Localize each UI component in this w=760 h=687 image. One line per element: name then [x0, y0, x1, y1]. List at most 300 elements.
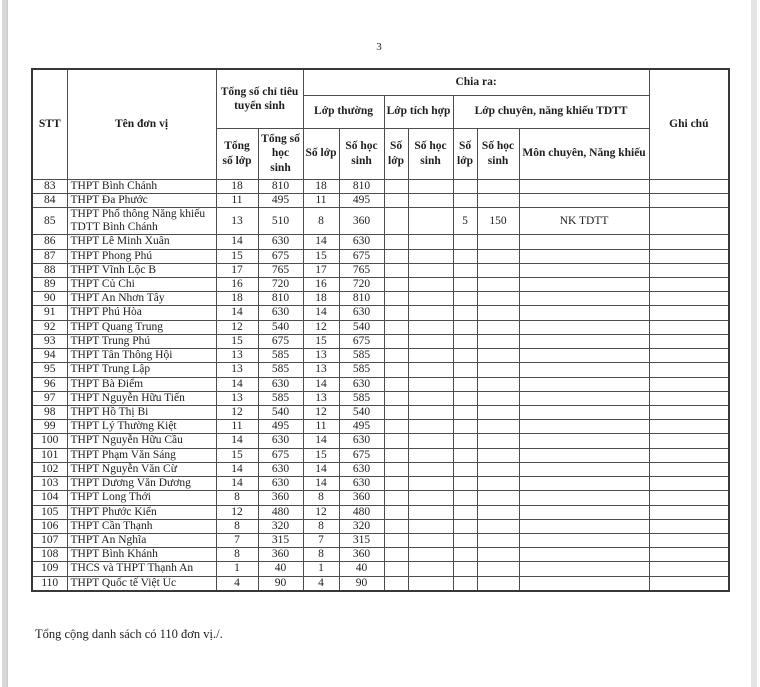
- cell-ghi_chu: [649, 519, 729, 533]
- cell-chuyen_so_lop: [453, 448, 477, 462]
- cell-mon_chuyen_nang_khieu: [519, 334, 649, 348]
- cell-tong_so_lop: 14: [216, 306, 258, 320]
- cell-chuyen_so_lop: [453, 420, 477, 434]
- cell-lop_thuong_so_lop: 12: [303, 505, 339, 519]
- cell-chuyen_so_lop: [453, 263, 477, 277]
- cell-ghi_chu: [649, 334, 729, 348]
- cell-tong_so_lop: 13: [216, 207, 258, 234]
- cell-mon_chuyen_nang_khieu: [519, 320, 649, 334]
- col-header-tich-hop-so-lop: Số lớp: [384, 128, 408, 179]
- cell-mon_chuyen_nang_khieu: [519, 306, 649, 320]
- page-edge-right: [751, 0, 757, 687]
- cell-stt: 96: [32, 377, 67, 391]
- cell-tong_so_lop: 13: [216, 363, 258, 377]
- cell-chuyen_so_hoc_sinh: [477, 448, 519, 462]
- cell-chuyen_so_hoc_sinh: [477, 519, 519, 533]
- cell-tong_so_hoc_sinh: 675: [258, 249, 303, 263]
- cell-lop_thuong_so_lop: 14: [303, 306, 339, 320]
- cell-tong_so_lop: 4: [216, 576, 258, 591]
- cell-lop_thuong_so_lop: 13: [303, 391, 339, 405]
- cell-mon_chuyen_nang_khieu: [519, 491, 649, 505]
- table-row: [32, 533, 729, 547]
- cell-tong_so_lop: 14: [216, 235, 258, 249]
- cell-mon_chuyen_nang_khieu: [519, 249, 649, 263]
- cell-chuyen_so_hoc_sinh: [477, 391, 519, 405]
- cell-tich_hop_so_hoc_sinh: [408, 306, 453, 320]
- cell-lop_thuong_so_lop: 7: [303, 533, 339, 547]
- cell-ten_don_vi: THPT Hồ Thị Bi: [67, 406, 216, 420]
- cell-chuyen_so_hoc_sinh: [477, 562, 519, 576]
- table-row: [32, 349, 729, 363]
- cell-mon_chuyen_nang_khieu: [519, 235, 649, 249]
- cell-tich_hop_so_lop: [384, 207, 408, 234]
- cell-mon_chuyen_nang_khieu: [519, 533, 649, 547]
- cell-ten_don_vi: THPT Vĩnh Lộc B: [67, 263, 216, 277]
- cell-ghi_chu: [649, 278, 729, 292]
- cell-tich_hop_so_hoc_sinh: [408, 406, 453, 420]
- cell-tong_so_hoc_sinh: 40: [258, 562, 303, 576]
- cell-tich_hop_so_lop: [384, 263, 408, 277]
- cell-lop_thuong_so_hoc_sinh: 630: [339, 434, 384, 448]
- cell-tich_hop_so_hoc_sinh: [408, 533, 453, 547]
- cell-tich_hop_so_hoc_sinh: [408, 434, 453, 448]
- cell-lop_thuong_so_hoc_sinh: 675: [339, 334, 384, 348]
- cell-ghi_chu: [649, 434, 729, 448]
- cell-tong_so_lop: 11: [216, 420, 258, 434]
- cell-chuyen_so_hoc_sinh: [477, 263, 519, 277]
- col-header-tich-hop-so-hoc-sinh: Số học sinh: [408, 128, 453, 179]
- cell-chuyen_so_lop: [453, 235, 477, 249]
- table-row: [32, 235, 729, 249]
- table-row: [32, 434, 729, 448]
- cell-lop_thuong_so_hoc_sinh: 540: [339, 320, 384, 334]
- cell-tong_so_lop: 14: [216, 462, 258, 476]
- table-row: [32, 363, 729, 377]
- cell-lop_thuong_so_lop: 18: [303, 179, 339, 193]
- cell-stt: 91: [32, 306, 67, 320]
- cell-mon_chuyen_nang_khieu: [519, 349, 649, 363]
- cell-lop_thuong_so_hoc_sinh: 810: [339, 292, 384, 306]
- cell-chuyen_so_hoc_sinh: [477, 420, 519, 434]
- cell-chuyen_so_hoc_sinh: [477, 320, 519, 334]
- cell-mon_chuyen_nang_khieu: NK TDTT: [519, 207, 649, 234]
- cell-tich_hop_so_lop: [384, 320, 408, 334]
- cell-chuyen_so_lop: [453, 249, 477, 263]
- cell-stt: 84: [32, 193, 67, 207]
- cell-mon_chuyen_nang_khieu: [519, 377, 649, 391]
- cell-lop_thuong_so_lop: 1: [303, 562, 339, 576]
- cell-mon_chuyen_nang_khieu: [519, 505, 649, 519]
- cell-ghi_chu: [649, 477, 729, 491]
- cell-tich_hop_so_hoc_sinh: [408, 193, 453, 207]
- table-row: [32, 491, 729, 505]
- cell-ghi_chu: [649, 562, 729, 576]
- cell-stt: 103: [32, 477, 67, 491]
- table-row: [32, 505, 729, 519]
- cell-lop_thuong_so_hoc_sinh: 540: [339, 406, 384, 420]
- cell-chuyen_so_hoc_sinh: [477, 278, 519, 292]
- cell-lop_thuong_so_lop: 4: [303, 576, 339, 591]
- col-header-lop-tich-hop: Lớp tích hợp: [384, 95, 453, 128]
- cell-tong_so_lop: 14: [216, 377, 258, 391]
- cell-lop_thuong_so_hoc_sinh: 630: [339, 462, 384, 476]
- cell-tich_hop_so_hoc_sinh: [408, 491, 453, 505]
- cell-stt: 92: [32, 320, 67, 334]
- cell-tong_so_hoc_sinh: 315: [258, 533, 303, 547]
- cell-lop_thuong_so_hoc_sinh: 630: [339, 235, 384, 249]
- table-row: [32, 562, 729, 576]
- table-body: [32, 179, 729, 591]
- cell-tich_hop_so_lop: [384, 491, 408, 505]
- cell-stt: 93: [32, 334, 67, 348]
- cell-ghi_chu: [649, 548, 729, 562]
- cell-ten_don_vi: THPT Củ Chi: [67, 278, 216, 292]
- cell-ten_don_vi: THCS và THPT Thạnh An: [67, 562, 216, 576]
- col-header-lop-thuong: Lớp thường: [303, 95, 384, 128]
- cell-ten_don_vi: THPT Cần Thạnh: [67, 519, 216, 533]
- cell-stt: 90: [32, 292, 67, 306]
- cell-tong_so_hoc_sinh: 765: [258, 263, 303, 277]
- cell-stt: 94: [32, 349, 67, 363]
- cell-lop_thuong_so_hoc_sinh: 675: [339, 249, 384, 263]
- cell-ghi_chu: [649, 391, 729, 405]
- cell-ten_don_vi: THPT Phạm Văn Sáng: [67, 448, 216, 462]
- cell-tich_hop_so_lop: [384, 249, 408, 263]
- cell-chuyen_so_hoc_sinh: [477, 363, 519, 377]
- cell-tong_so_lop: 12: [216, 505, 258, 519]
- cell-ghi_chu: [649, 249, 729, 263]
- cell-chuyen_so_lop: [453, 363, 477, 377]
- table-row: [32, 519, 729, 533]
- cell-chuyen_so_lop: [453, 377, 477, 391]
- cell-tong_so_lop: 18: [216, 292, 258, 306]
- cell-tong_so_hoc_sinh: 540: [258, 320, 303, 334]
- table-row: [32, 292, 729, 306]
- cell-lop_thuong_so_lop: 14: [303, 462, 339, 476]
- cell-chuyen_so_lop: [453, 548, 477, 562]
- cell-tich_hop_so_lop: [384, 505, 408, 519]
- cell-stt: 87: [32, 249, 67, 263]
- cell-chuyen_so_hoc_sinh: [477, 349, 519, 363]
- cell-chuyen_so_lop: [453, 477, 477, 491]
- table-row: [32, 179, 729, 193]
- cell-mon_chuyen_nang_khieu: [519, 193, 649, 207]
- cell-lop_thuong_so_lop: 11: [303, 420, 339, 434]
- cell-mon_chuyen_nang_khieu: [519, 391, 649, 405]
- cell-ten_don_vi: THPT Dương Văn Dương: [67, 477, 216, 491]
- cell-chuyen_so_hoc_sinh: [477, 533, 519, 547]
- cell-ghi_chu: [649, 320, 729, 334]
- cell-chuyen_so_lop: [453, 491, 477, 505]
- cell-tong_so_lop: 16: [216, 278, 258, 292]
- cell-tich_hop_so_lop: [384, 462, 408, 476]
- col-header-tong-so-hoc-sinh: Tổng số học sinh: [258, 128, 303, 179]
- table-row: [32, 462, 729, 476]
- cell-chuyen_so_hoc_sinh: [477, 377, 519, 391]
- cell-tong_so_hoc_sinh: 510: [258, 207, 303, 234]
- cell-stt: 88: [32, 263, 67, 277]
- cell-tong_so_lop: 14: [216, 434, 258, 448]
- cell-chuyen_so_lop: [453, 505, 477, 519]
- cell-lop_thuong_so_hoc_sinh: 585: [339, 363, 384, 377]
- cell-lop_thuong_so_lop: 8: [303, 548, 339, 562]
- cell-tich_hop_so_hoc_sinh: [408, 420, 453, 434]
- cell-tong_so_hoc_sinh: 630: [258, 434, 303, 448]
- cell-tong_so_hoc_sinh: 480: [258, 505, 303, 519]
- cell-lop_thuong_so_hoc_sinh: 585: [339, 391, 384, 405]
- cell-lop_thuong_so_hoc_sinh: 765: [339, 263, 384, 277]
- cell-lop_thuong_so_hoc_sinh: 630: [339, 306, 384, 320]
- cell-ten_don_vi: THPT Phong Phú: [67, 249, 216, 263]
- cell-ten_don_vi: THPT Quang Trung: [67, 320, 216, 334]
- cell-lop_thuong_so_hoc_sinh: 495: [339, 420, 384, 434]
- cell-lop_thuong_so_hoc_sinh: 315: [339, 533, 384, 547]
- cell-tich_hop_so_hoc_sinh: [408, 179, 453, 193]
- cell-tich_hop_so_lop: [384, 519, 408, 533]
- cell-tich_hop_so_lop: [384, 477, 408, 491]
- cell-tong_so_lop: 12: [216, 320, 258, 334]
- cell-tich_hop_so_lop: [384, 533, 408, 547]
- table-row: [32, 278, 729, 292]
- cell-chuyen_so_hoc_sinh: [477, 334, 519, 348]
- col-header-tong-so-chi-tieu: Tổng số chỉ tiêu tuyển sinh: [216, 69, 303, 128]
- cell-tong_so_lop: 15: [216, 334, 258, 348]
- cell-ten_don_vi: THPT Đa Phước: [67, 193, 216, 207]
- cell-tong_so_hoc_sinh: 495: [258, 193, 303, 207]
- page-number: 3: [376, 41, 382, 53]
- cell-lop_thuong_so_hoc_sinh: 720: [339, 278, 384, 292]
- col-header-chia-ra: Chia ra:: [303, 69, 649, 95]
- cell-lop_thuong_so_lop: 11: [303, 193, 339, 207]
- cell-stt: 104: [32, 491, 67, 505]
- cell-tong_so_hoc_sinh: 810: [258, 292, 303, 306]
- cell-stt: 108: [32, 548, 67, 562]
- cell-ten_don_vi: THPT Nguyễn Hữu Cầu: [67, 434, 216, 448]
- cell-tong_so_lop: 14: [216, 477, 258, 491]
- cell-lop_thuong_so_hoc_sinh: 810: [339, 179, 384, 193]
- col-header-thuong-so-hoc-sinh: Số học sinh: [339, 128, 384, 179]
- cell-tong_so_lop: 15: [216, 448, 258, 462]
- cell-mon_chuyen_nang_khieu: [519, 477, 649, 491]
- cell-tich_hop_so_lop: [384, 334, 408, 348]
- col-header-stt: STT: [32, 69, 67, 179]
- cell-lop_thuong_so_lop: 8: [303, 207, 339, 234]
- cell-stt: 109: [32, 562, 67, 576]
- cell-ghi_chu: [649, 235, 729, 249]
- cell-tong_so_hoc_sinh: 810: [258, 179, 303, 193]
- cell-chuyen_so_hoc_sinh: [477, 548, 519, 562]
- cell-ghi_chu: [649, 505, 729, 519]
- cell-tong_so_lop: 8: [216, 491, 258, 505]
- cell-chuyen_so_lop: [453, 334, 477, 348]
- cell-stt: 100: [32, 434, 67, 448]
- table-row: [32, 420, 729, 434]
- col-header-thuong-so-lop: Số lớp: [303, 128, 339, 179]
- cell-tong_so_hoc_sinh: 675: [258, 334, 303, 348]
- cell-tich_hop_so_hoc_sinh: [408, 207, 453, 234]
- cell-lop_thuong_so_lop: 13: [303, 349, 339, 363]
- table-row: [32, 320, 729, 334]
- cell-lop_thuong_so_hoc_sinh: 630: [339, 377, 384, 391]
- cell-mon_chuyen_nang_khieu: [519, 179, 649, 193]
- cell-tich_hop_so_hoc_sinh: [408, 505, 453, 519]
- cell-chuyen_so_hoc_sinh: [477, 477, 519, 491]
- cell-lop_thuong_so_hoc_sinh: 40: [339, 562, 384, 576]
- table-row: [32, 207, 729, 234]
- cell-tich_hop_so_lop: [384, 306, 408, 320]
- cell-tich_hop_so_lop: [384, 292, 408, 306]
- cell-chuyen_so_lop: [453, 434, 477, 448]
- cell-chuyen_so_hoc_sinh: [477, 193, 519, 207]
- cell-tich_hop_so_hoc_sinh: [408, 349, 453, 363]
- cell-tong_so_hoc_sinh: 360: [258, 491, 303, 505]
- cell-stt: 89: [32, 278, 67, 292]
- cell-ten_don_vi: THPT An Nhơn Tây: [67, 292, 216, 306]
- cell-stt: 102: [32, 462, 67, 476]
- cell-lop_thuong_so_hoc_sinh: 360: [339, 207, 384, 234]
- cell-tong_so_lop: 8: [216, 548, 258, 562]
- col-header-chuyen-so-lop: Số lớp: [453, 128, 477, 179]
- cell-stt: 110: [32, 576, 67, 591]
- cell-ten_don_vi: THPT An Nghĩa: [67, 533, 216, 547]
- cell-mon_chuyen_nang_khieu: [519, 263, 649, 277]
- summary-note: Tổng cộng danh sách có 110 đơn vị./.: [35, 627, 223, 641]
- cell-chuyen_so_hoc_sinh: [477, 406, 519, 420]
- cell-tich_hop_so_hoc_sinh: [408, 477, 453, 491]
- cell-stt: 99: [32, 420, 67, 434]
- cell-ten_don_vi: THPT Phước Kiển: [67, 505, 216, 519]
- cell-tich_hop_so_lop: [384, 179, 408, 193]
- cell-chuyen_so_hoc_sinh: [477, 491, 519, 505]
- cell-tong_so_hoc_sinh: 630: [258, 306, 303, 320]
- cell-ghi_chu: [649, 349, 729, 363]
- cell-tong_so_hoc_sinh: 630: [258, 477, 303, 491]
- cell-lop_thuong_so_lop: 8: [303, 519, 339, 533]
- cell-ten_don_vi: THPT Long Thới: [67, 491, 216, 505]
- col-header-chuyen-so-hoc-sinh: Số học sinh: [477, 128, 519, 179]
- cell-chuyen_so_lop: [453, 278, 477, 292]
- cell-lop_thuong_so_lop: 12: [303, 320, 339, 334]
- cell-tong_so_hoc_sinh: 585: [258, 349, 303, 363]
- cell-tong_so_lop: 18: [216, 179, 258, 193]
- cell-stt: 83: [32, 179, 67, 193]
- col-header-lop-chuyen: Lớp chuyên, năng khiếu TDTT: [453, 95, 649, 128]
- cell-tich_hop_so_hoc_sinh: [408, 278, 453, 292]
- cell-mon_chuyen_nang_khieu: [519, 576, 649, 591]
- cell-tong_so_hoc_sinh: 630: [258, 377, 303, 391]
- cell-ghi_chu: [649, 179, 729, 193]
- cell-tong_so_hoc_sinh: 540: [258, 406, 303, 420]
- cell-tich_hop_so_lop: [384, 406, 408, 420]
- cell-tong_so_lop: 13: [216, 391, 258, 405]
- table-row: [32, 406, 729, 420]
- cell-mon_chuyen_nang_khieu: [519, 562, 649, 576]
- cell-chuyen_so_hoc_sinh: [477, 292, 519, 306]
- cell-mon_chuyen_nang_khieu: [519, 420, 649, 434]
- cell-ghi_chu: [649, 306, 729, 320]
- cell-lop_thuong_so_lop: 15: [303, 334, 339, 348]
- cell-stt: 107: [32, 533, 67, 547]
- cell-lop_thuong_so_hoc_sinh: 630: [339, 477, 384, 491]
- cell-tich_hop_so_lop: [384, 377, 408, 391]
- enrollment-quota-table: [31, 68, 730, 592]
- cell-mon_chuyen_nang_khieu: [519, 462, 649, 476]
- cell-tich_hop_so_lop: [384, 278, 408, 292]
- cell-tich_hop_so_hoc_sinh: [408, 548, 453, 562]
- cell-lop_thuong_so_lop: 8: [303, 491, 339, 505]
- table-row: [32, 477, 729, 491]
- cell-chuyen_so_lop: [453, 406, 477, 420]
- cell-tich_hop_so_lop: [384, 548, 408, 562]
- cell-tong_so_hoc_sinh: 360: [258, 548, 303, 562]
- cell-stt: 97: [32, 391, 67, 405]
- cell-ten_don_vi: THPT Bà Điểm: [67, 377, 216, 391]
- table-row: [32, 548, 729, 562]
- cell-tich_hop_so_lop: [384, 562, 408, 576]
- table-row: [32, 306, 729, 320]
- cell-tich_hop_so_hoc_sinh: [408, 391, 453, 405]
- cell-tich_hop_so_hoc_sinh: [408, 462, 453, 476]
- table-row: [32, 576, 729, 591]
- cell-mon_chuyen_nang_khieu: [519, 363, 649, 377]
- cell-ten_don_vi: THPT Lý Thường Kiệt: [67, 420, 216, 434]
- cell-chuyen_so_lop: [453, 533, 477, 547]
- cell-ten_don_vi: THPT Phổ thông Năng khiếu TDTT Bình Chánh: [67, 207, 216, 234]
- cell-tong_so_lop: 11: [216, 193, 258, 207]
- cell-stt: 101: [32, 448, 67, 462]
- cell-lop_thuong_so_hoc_sinh: 675: [339, 448, 384, 462]
- cell-lop_thuong_so_lop: 18: [303, 292, 339, 306]
- cell-tich_hop_so_hoc_sinh: [408, 363, 453, 377]
- cell-mon_chuyen_nang_khieu: [519, 292, 649, 306]
- cell-lop_thuong_so_hoc_sinh: 495: [339, 193, 384, 207]
- col-header-tong-so-lop: Tổng số lớp: [216, 128, 258, 179]
- table-row: [32, 391, 729, 405]
- cell-chuyen_so_hoc_sinh: [477, 462, 519, 476]
- cell-ten_don_vi: THPT Quốc tế Việt Úc: [67, 576, 216, 591]
- cell-lop_thuong_so_hoc_sinh: 320: [339, 519, 384, 533]
- cell-ghi_chu: [649, 533, 729, 547]
- cell-ghi_chu: [649, 263, 729, 277]
- cell-lop_thuong_so_hoc_sinh: 360: [339, 491, 384, 505]
- cell-lop_thuong_so_lop: 14: [303, 434, 339, 448]
- cell-tich_hop_so_lop: [384, 576, 408, 591]
- cell-ten_don_vi: THPT Nguyễn Văn Cừ: [67, 462, 216, 476]
- cell-lop_thuong_so_lop: 14: [303, 377, 339, 391]
- cell-tong_so_lop: 8: [216, 519, 258, 533]
- cell-stt: 95: [32, 363, 67, 377]
- cell-chuyen_so_lop: [453, 576, 477, 591]
- cell-stt: 85: [32, 207, 67, 234]
- cell-tong_so_lop: 13: [216, 349, 258, 363]
- cell-chuyen_so_lop: [453, 179, 477, 193]
- cell-ghi_chu: [649, 448, 729, 462]
- cell-mon_chuyen_nang_khieu: [519, 278, 649, 292]
- cell-lop_thuong_so_lop: 15: [303, 249, 339, 263]
- cell-tong_so_hoc_sinh: 675: [258, 448, 303, 462]
- cell-mon_chuyen_nang_khieu: [519, 448, 649, 462]
- cell-ten_don_vi: THPT Nguyễn Hữu Tiến: [67, 391, 216, 405]
- cell-tong_so_hoc_sinh: 320: [258, 519, 303, 533]
- cell-chuyen_so_hoc_sinh: [477, 249, 519, 263]
- cell-tich_hop_so_lop: [384, 193, 408, 207]
- cell-tich_hop_so_hoc_sinh: [408, 320, 453, 334]
- table-row: [32, 377, 729, 391]
- cell-tong_so_hoc_sinh: 630: [258, 235, 303, 249]
- cell-stt: 106: [32, 519, 67, 533]
- cell-ghi_chu: [649, 491, 729, 505]
- cell-chuyen_so_hoc_sinh: [477, 434, 519, 448]
